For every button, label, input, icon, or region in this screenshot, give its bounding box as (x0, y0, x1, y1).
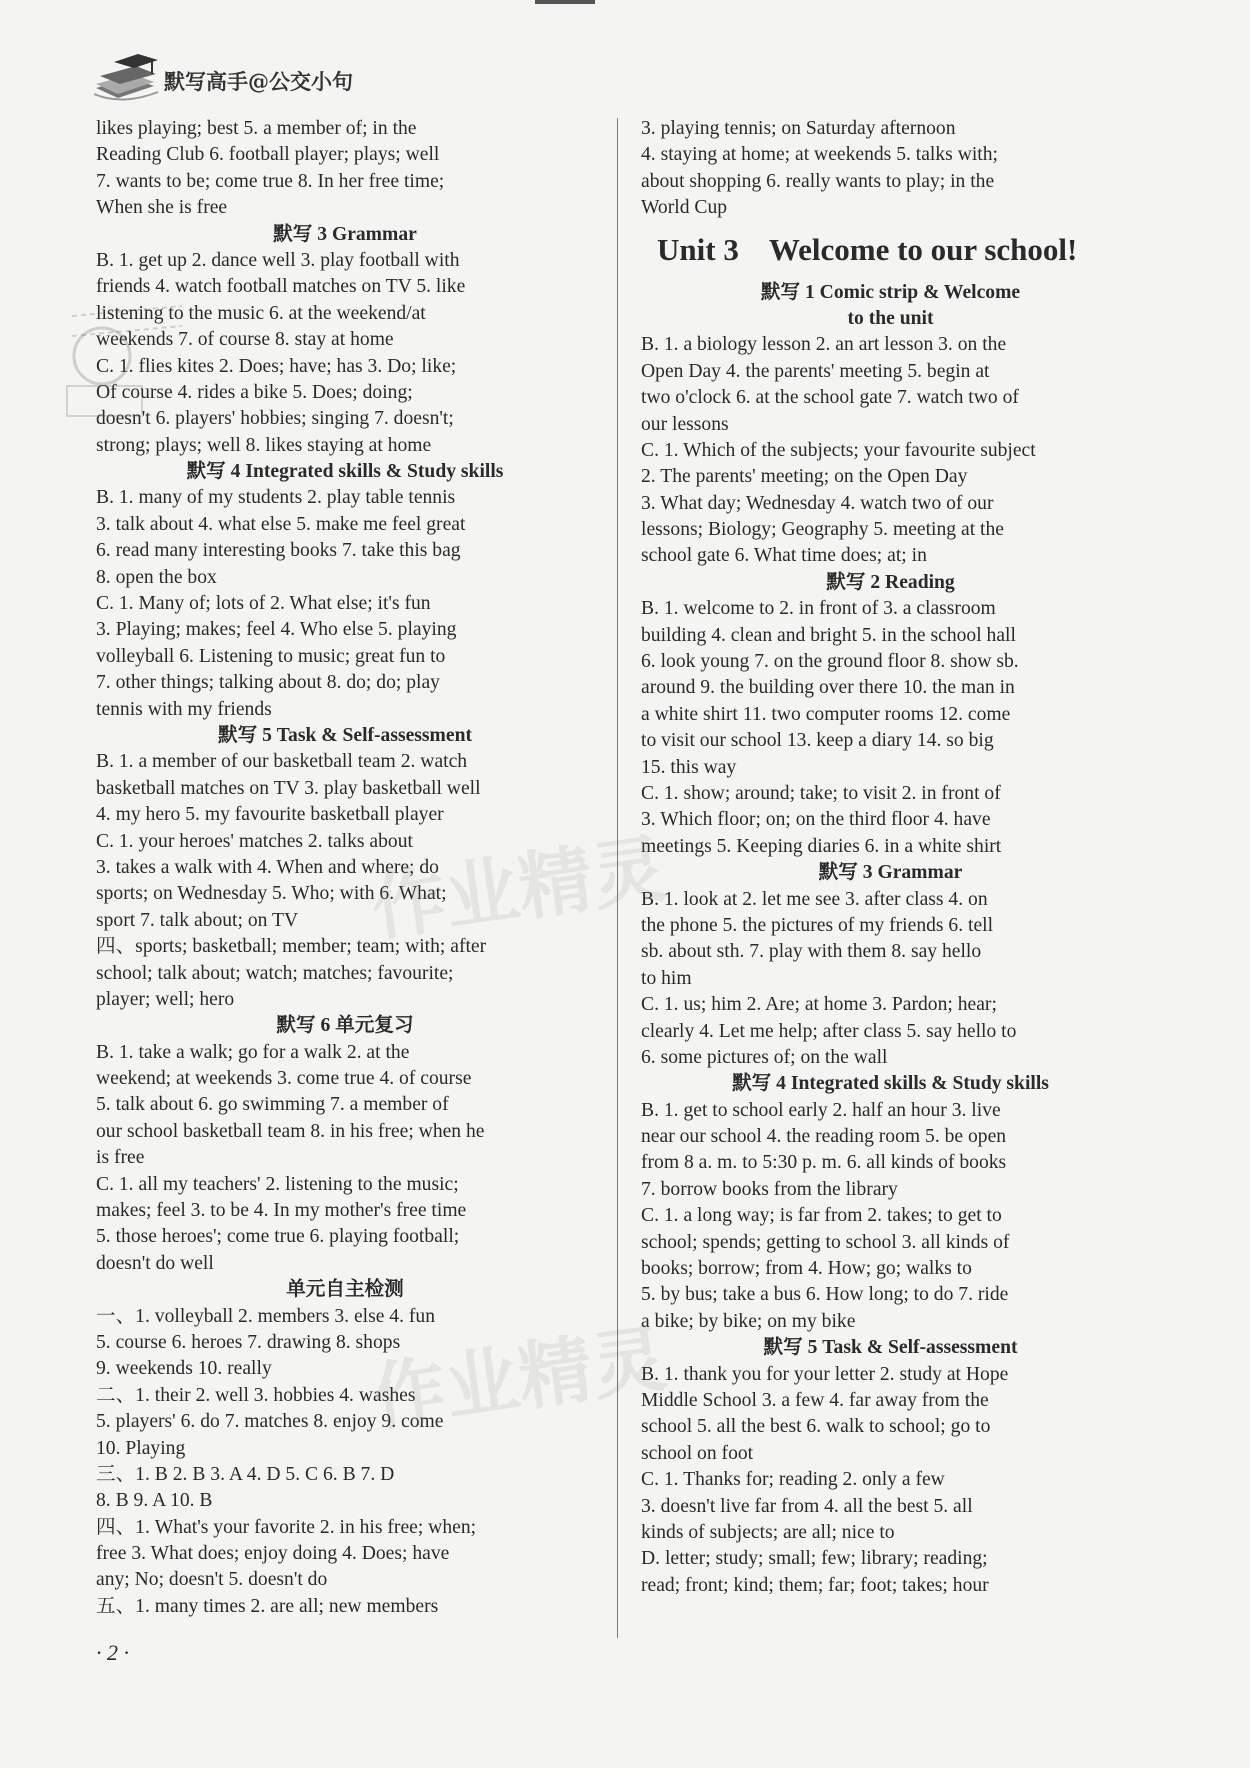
unit-number: Unit 3 (657, 231, 739, 267)
answer-line: a white shirt 11. two computer rooms 12. come (641, 703, 1011, 725)
answer-line: from 8 a. m. to 5:30 p. m. 6. all kinds of books (641, 1152, 1007, 1174)
answer-line: 3. Which floor; on; on the third floor 4. have (641, 809, 991, 831)
top-edge-mark (535, 0, 595, 4)
answer-line: kinds of subjects; are all; nice to (641, 1521, 895, 1543)
answer-line: World Cup (641, 197, 728, 219)
answer-line: C. 1. show; around; take; to visit 2. in front of (641, 782, 1001, 804)
answer-line: C. 1. flies kites 2. Does; have; has 3. Do; like; (96, 355, 457, 377)
answer-line: strong; plays; well 8. likes staying at home (96, 434, 432, 456)
answer-line: C. 1. all my teachers' 2. listening to the music; (96, 1173, 459, 1195)
section-heading: 默写 2 Reading (826, 571, 955, 593)
answer-line: 6. look young 7. on the ground floor 8. show sb. (641, 651, 1019, 673)
page-header (92, 48, 492, 108)
answer-line: 6. read many interesting books 7. take this bag (96, 540, 461, 562)
answer-line: around 9. the building over there 10. the man in (641, 677, 1015, 699)
answer-line: 二、1. their 2. well 3. hobbies 4. washes (96, 1384, 416, 1406)
answer-line: B. 1. a member of our basketball team 2. watch (96, 751, 468, 773)
book-stack-icon (92, 48, 162, 108)
answer-line: our school basketball team 8. in his free; when he (96, 1120, 485, 1142)
answer-line: weekends 7. of course 8. stay at home (96, 329, 394, 351)
answer-line: C. 1. Many of; lots of 2. What else; it's fun (96, 593, 431, 615)
answer-line: read; front; kind; them; far; foot; takes; hour (641, 1574, 989, 1596)
answer-line: clearly 4. Let me help; after class 5. say hello to (641, 1020, 1017, 1042)
answer-line: C. 1. your heroes' matches 2. talks about (96, 830, 413, 852)
answer-line: 3. talk about 4. what else 5. make me feel great (96, 513, 466, 535)
answer-line: friends 4. watch football matches on TV 5. like (96, 276, 466, 298)
section-heading: 默写 3 Grammar (818, 862, 963, 884)
answer-line: 10. Playing (96, 1437, 186, 1459)
answer-line: 8. B 9. A 10. B (96, 1490, 213, 1512)
answer-line: 5. talk about 6. go swimming 7. a member of (96, 1094, 449, 1116)
answer-line: listening to the music 6. at the weekend/at (96, 302, 426, 324)
page-number: · 2 · (96, 1640, 129, 1665)
section-heading: 默写 6 单元复习 (276, 1015, 414, 1037)
answer-line: our lessons (641, 413, 729, 435)
answer-line: player; well; hero (96, 988, 235, 1010)
section-heading: 默写 4 Integrated skills & Study skills (186, 461, 504, 483)
answer-line: doesn't 6. players' hobbies; singing 7. doesn't; (96, 408, 454, 430)
answer-line: doesn't do well (96, 1252, 214, 1274)
section-heading: 默写 1 Comic strip & Welcome (760, 281, 1021, 303)
answer-line: meetings 5. Keeping diaries 6. in a white shirt (641, 835, 1002, 857)
watermark-bottom: 作业精灵 (366, 1315, 672, 1443)
answer-line: Of course 4. rides a bike 5. Does; doing; (96, 381, 413, 403)
answer-line: B. 1. look at 2. let me see 3. after class 4. on (641, 888, 988, 910)
answer-line: sports; on Wednesday 5. Who; with 6. What; (96, 883, 447, 905)
answer-line: a bike; by bike; on my bike (641, 1310, 856, 1332)
answer-line: C. 1. Which of the subjects; your favourite subject (641, 439, 1036, 461)
answer-line: school on foot (641, 1442, 754, 1464)
answer-line: makes; feel 3. to be 4. In my mother's free time (96, 1200, 467, 1222)
answer-line: 5. by bus; take a bus 6. How long; to do 7. ride (641, 1284, 1009, 1306)
answer-line: 三、1. B 2. B 3. A 4. D 5. C 6. B 7. D (96, 1463, 395, 1485)
answer-line: B. 1. get up 2. dance well 3. play football with (96, 249, 460, 271)
answer-line: 6. some pictures of; on the wall (641, 1046, 888, 1068)
answer-line: 四、1. What's your favorite 2. in his free; when; (96, 1516, 477, 1538)
answer-line: B. 1. welcome to 2. in front of 3. a classroom (641, 598, 996, 620)
section-heading: 单元自主检测 (286, 1279, 404, 1301)
answer-line: school gate 6. What time does; at; in (641, 545, 927, 567)
answer-line: 5. those heroes'; come true 6. playing football; (96, 1226, 460, 1248)
answer-line: volleyball 6. Listening to music; great fun to (96, 645, 446, 667)
answer-line: B. 1. get to school early 2. half an hour 3. live (641, 1099, 1001, 1121)
answer-line: 2. The parents' meeting; on the Open Day (641, 466, 968, 488)
answer-line: weekend; at weekends 3. come true 4. of course (96, 1068, 472, 1090)
section-heading: 默写 3 Grammar (273, 223, 417, 245)
right-column (641, 116, 1140, 1599)
answer-line: sb. about sth. 7. play with them 8. say hello (641, 941, 982, 963)
answer-line: 3. doesn't live far from 4. all the best 5. all (641, 1495, 973, 1517)
watermark-top: 作业精灵 (366, 825, 672, 953)
answer-line: lessons; Biology; Geography 5. meeting at the (641, 519, 1004, 541)
answer-line: likes playing; best 5. a member of; in the (96, 118, 417, 139)
unit-title (657, 225, 1140, 275)
answer-line: basketball matches on TV 3. play basketball well (96, 777, 481, 799)
section-heading: to the unit (847, 307, 934, 329)
section-heading: 默写 5 Task & Self-assessment (763, 1337, 1018, 1359)
answer-line: C. 1. us; him 2. Are; at home 3. Pardon; hear; (641, 994, 997, 1016)
answer-line: 8. open the box (96, 566, 217, 588)
answer-line: 7. other things; talking about 8. do; do; play (96, 672, 440, 694)
answer-line: free 3. What does; enjoy doing 4. Does; have (96, 1543, 450, 1565)
answer-line: tennis with my friends (96, 698, 272, 720)
answer-line: B. 1. thank you for your letter 2. study at Hope (641, 1363, 1009, 1385)
answer-line: D. letter; study; small; few; library; reading; (641, 1548, 988, 1570)
answer-line: school; spends; getting to school 3. all kinds of (641, 1231, 1010, 1253)
answer-line: Middle School 3. a few 4. far away from the (641, 1389, 989, 1411)
section-heading: 默写 4 Integrated skills & Study skills (732, 1073, 1049, 1095)
answer-line: Reading Club 6. football player; plays; well (96, 144, 440, 166)
answer-line: 3. playing tennis; on Saturday afternoon (641, 118, 956, 139)
answer-line: Open Day 4. the parents' meeting 5. begin at (641, 360, 990, 382)
answer-line: school 5. all the best 6. walk to school; go to (641, 1416, 991, 1438)
answer-line: two o'clock 6. at the school gate 7. watch two of (641, 387, 1019, 409)
answer-line: B. 1. a biology lesson 2. an art lesson 3. on the (641, 334, 1007, 356)
answer-line: about shopping 6. really wants to play; in the (641, 170, 995, 192)
answer-line: 3. takes a walk with 4. When and where; do (96, 856, 439, 878)
answer-line: 4. staying at home; at weekends 5. talks with; (641, 144, 998, 166)
answer-line: to him (641, 967, 692, 989)
answer-line: near our school 4. the reading room 5. be open (641, 1126, 1007, 1148)
brand-title: 默写高手@公交小句 (164, 69, 353, 94)
answer-line: 4. my hero 5. my favourite basketball player (96, 804, 444, 826)
answer-line: 5. players' 6. do 7. matches 8. enjoy 9. come (96, 1411, 444, 1433)
answer-line: 5. course 6. heroes 7. drawing 8. shops (96, 1331, 401, 1353)
answer-line: any; No; doesn't 5. doesn't do (96, 1569, 328, 1591)
answer-line: 五、1. many times 2. are all; new members (96, 1595, 439, 1617)
answer-line: is free (96, 1147, 145, 1169)
answer-line: 3. Playing; makes; feel 4. Who else 5. playing (96, 619, 457, 641)
section-heading: 默写 5 Task & Self-assessment (217, 724, 472, 746)
left-column (96, 116, 594, 1620)
answer-line: B. 1. many of my students 2. play table tennis (96, 487, 456, 509)
answer-line: C. 1. a long way; is far from 2. takes; to get to (641, 1205, 1002, 1227)
answer-line: the phone 5. the pictures of my friends 6. tell (641, 914, 994, 936)
answer-line: 7. wants to be; come true 8. In her free time; (96, 170, 445, 192)
answer-line: 15. this way (641, 756, 737, 778)
answer-line: school; talk about; watch; matches; favourite; (96, 962, 454, 984)
answer-line: sport 7. talk about; on TV (96, 909, 299, 931)
answer-line: building 4. clean and bright 5. in the school hall (641, 624, 1016, 646)
answer-line: 3. What day; Wednesday 4. watch two of our (641, 492, 994, 514)
answer-line: 7. borrow books from the library (641, 1178, 898, 1200)
answer-line: B. 1. take a walk; go for a walk 2. at the (96, 1041, 410, 1063)
column-divider (617, 118, 618, 1638)
answer-line: to visit our school 13. keep a diary 14. so big (641, 730, 994, 752)
answer-line: books; borrow; from 4. How; go; walks to (641, 1258, 972, 1280)
answer-line: 四、sports; basketball; member; team; with; after (96, 936, 487, 958)
unit-name: Welcome to our school! (768, 231, 1078, 267)
answer-line: 一、1. volleyball 2. members 3. else 4. fun (96, 1305, 436, 1327)
answer-line: C. 1. Thanks for; reading 2. only a few (641, 1469, 945, 1491)
answer-line: 9. weekends 10. really (96, 1358, 272, 1380)
answer-line: When she is free (96, 197, 228, 219)
